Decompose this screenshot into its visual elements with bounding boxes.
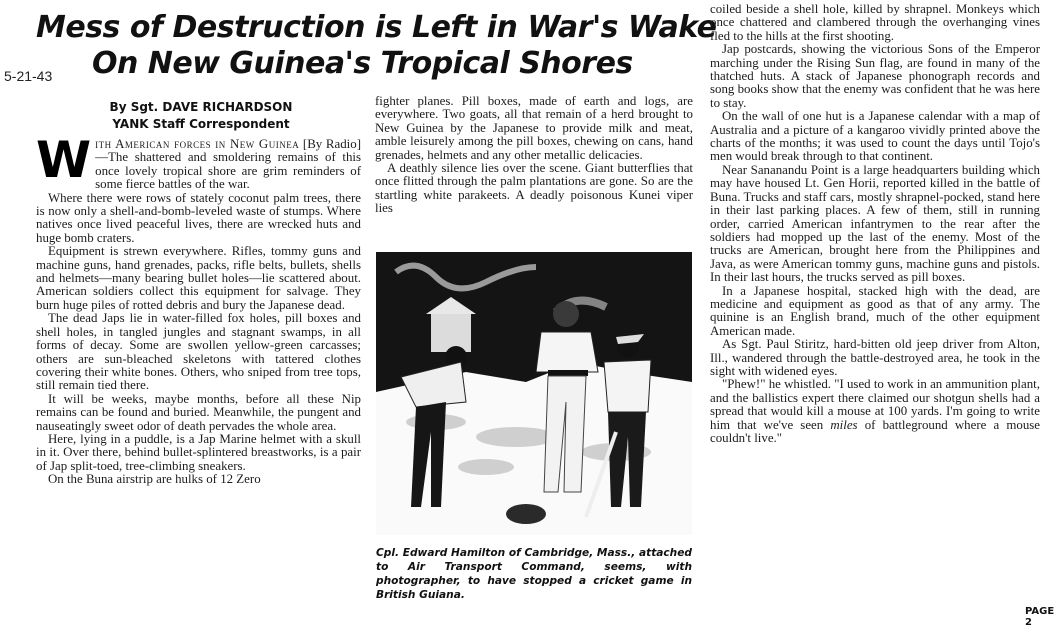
byline-author: By Sgt. DAVE RICHARDSON <box>109 100 293 114</box>
paragraph: A deathly silence lies over the scene. Giant butterflies that once flitted through the palm plantations are gone. So are the startling white parakeets. A deadly poisonous Kunei viper lies <box>375 161 693 216</box>
date-stamp: 5-21-43 <box>4 68 53 84</box>
photo-caption: Cpl. Edward Hamilton of Cambridge, Mass., attached to Air Transport Command, seems, with photographer, to have stopped a cricket game in British Guiana. <box>376 547 692 601</box>
article-column-1 <box>36 131 361 487</box>
lead-smallcaps: ith American forces in New Guinea <box>95 137 300 151</box>
paragraph: On the Buna airstrip are hulks of 12 Zero <box>48 472 261 487</box>
final-text-end: of battleground where a mouse couldn't live." <box>710 417 1041 445</box>
paragraph: In a Japanese hospital, stacked high with the dead, are medicine and equipment as good as that of any army. The quinine is an English brand, much of the other equipment American made. <box>710 283 1040 338</box>
drop-cap: W <box>36 131 92 189</box>
paragraph: coiled beside a shell hole, killed by shrapnel. Monkeys which once chattered and clambered through the overhanging vines fled to the hills at the first shooting. <box>710 2 1040 43</box>
paragraph: Jap postcards, showing the victorious Sons of the Emperor marching under the Rising Sun flag, are found in many of the thatched huts. A stack of Japanese phonograph records and song books show that the enemy was confident that he was here to stay. <box>710 42 1040 110</box>
final-text-start: "Phew!" he whistled. "I used to work in an ammunition plant, and the ballistics expert there claimed our shotgun shells had a spread that would kill a mouse at 100 yards. I'm going to write him that we've seen <box>710 377 1040 432</box>
hut <box>431 312 471 352</box>
page-label: PAGE 2 <box>1025 606 1055 628</box>
paragraph: Where there were rows of stately coconut palm trees, there is now only a shell-and-bomb-leveled waste of stumps. Where natives once lived peaceful lives, there are wrecked huts and huge bomb craters. <box>36 190 361 245</box>
lead-text: [By Radio]—The shattered and smoldering remains of this once lovely tropical shore are grim reminders of some fierce battles of the war. <box>95 137 361 192</box>
photo-illustration <box>376 252 692 535</box>
paragraph: Equipment is strewn everywhere. Rifles, tommy guns and machine guns, hand grenades, packs, rifle belts, bullets, shells and helmets—many bearing bullet holes—lie scattered about. American soldiers collect this equipment for salvage. They burn huge piles of rotted debris and bury the Japanese dead. <box>36 244 361 312</box>
emphasis-word: miles <box>830 417 858 432</box>
final-paragraph <box>710 378 1040 445</box>
article-column-2 <box>375 95 693 216</box>
cricket-game-photo <box>376 252 692 535</box>
paragraph: As Sgt. Paul Stiritz, hard-bitten old jeep driver from Alton, Ill., wandered through the battle-destroyed area, he took in the sight with widened eyes. <box>710 337 1040 378</box>
lead-paragraph <box>36 131 361 192</box>
ball-object <box>506 504 546 524</box>
headline-line-2: On New Guinea's Tropical Shores <box>92 46 633 81</box>
paragraph: fighter planes. Pill boxes, made of earth and logs, are everywhere. Two goats, all that remain of a herd brought to New Guinea by the Japanese to provide milk and meat, amble leisurely among the pill boxes, chewing on cans, hand grenades, helmets and any other metallic delicacies. <box>375 94 693 162</box>
paragraph: It will be weeks, maybe months, before all these Nip remains can be found and buried. Meanwhile, the pungent and nauseatingly sweet odor of death pervades the whole area. <box>36 391 361 433</box>
headline-line-1: Mess of Destruction is Left in War's Wake <box>36 10 717 45</box>
paragraph: Near Sananandu Point is a large headquarters building which may have housed Lt. Gen Horii, reported killed in the battle of Buna. Trucks and staff cars, mostly shrapnel-pocked, stand here in their last parking places. A few of them, still in running order, carried American infantrymen to the rear after the soldiers had mopped up the last of the enemy. Most of the trucks are American, brought here from the Philippines and Java, as were American tommy guns, machine guns and pistols. In their last hours, the trucks served as pill boxes. <box>710 162 1040 285</box>
paragraph: On the wall of one hut is a Japanese calendar with a map of Australia and a picture of a kangaroo vividly printed above the charts of the months; it was used to count the days until Tojo's men would break through to that continent. <box>710 109 1040 164</box>
article-column-3 <box>710 3 1040 445</box>
byline-title: YANK Staff Correspondent <box>112 117 290 131</box>
paragraph: The dead Japs lie in water-filled fox holes, pill boxes and shell holes, in tangled jungles and stagnant swamps, in all forms of decay. Some are swollen yellow-green carcasses; others are sun-bleached skeletons with tattered clothes covering their white bones. Others, who sniped from tree tops, still remain tied there. <box>36 311 361 393</box>
paragraph: Here, lying in a puddle, is a Jap Marine helmet with a skull in it. Over there, behind bullet-splintered breastworks, is a pair of Jap split-toed, tree-climbing sneakers. <box>36 431 361 473</box>
